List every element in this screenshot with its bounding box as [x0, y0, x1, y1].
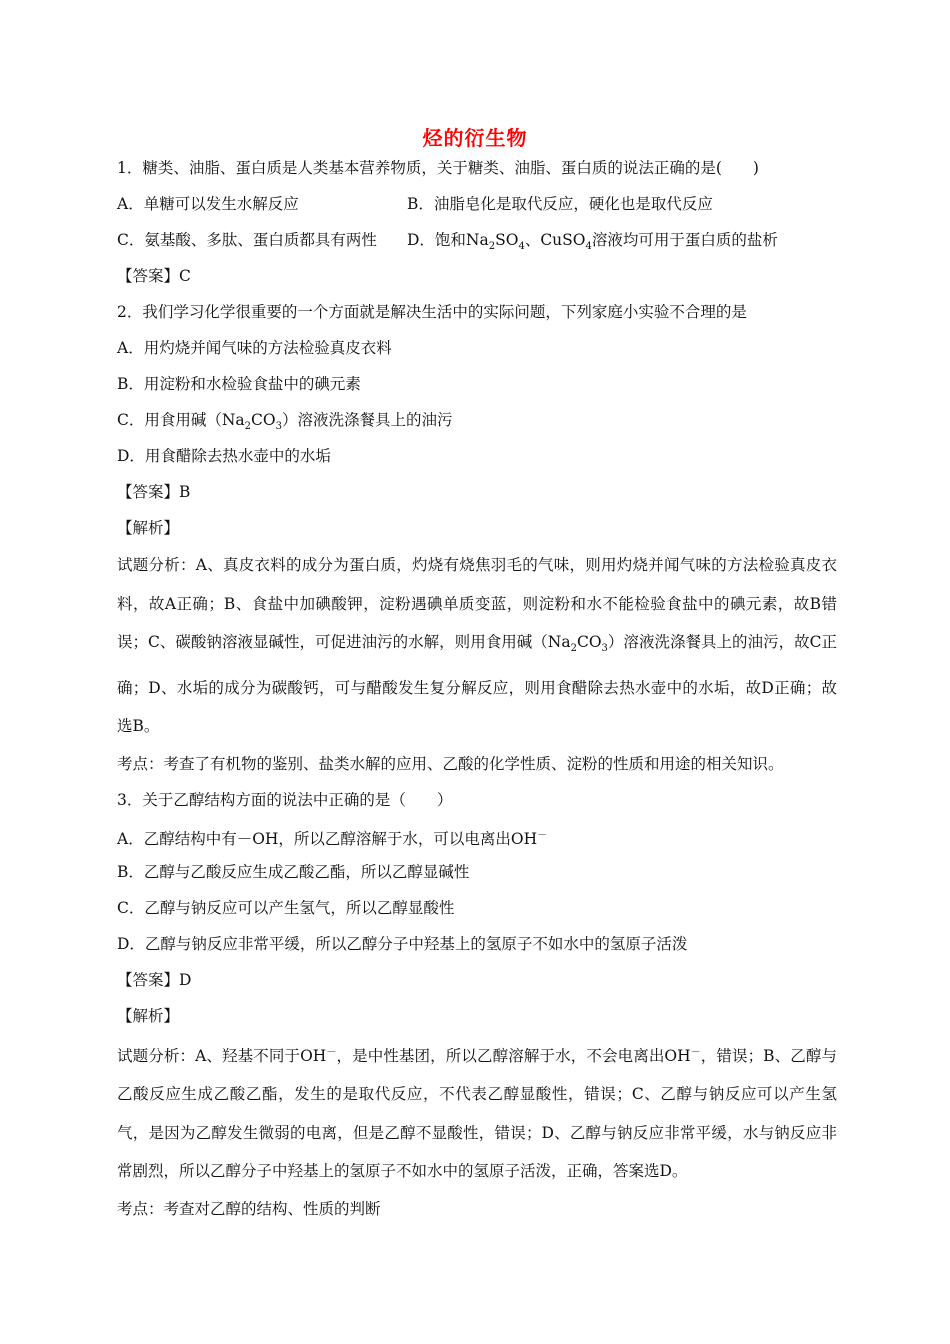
question-3-kaodian: 考点：考查对乙醇的结构、性质的判断 — [117, 1199, 381, 1218]
question-1-option-b: B．油脂皂化是取代反应，硬化也是取代反应 — [407, 195, 713, 213]
question-2-option-b: B．用淀粉和水检验食盐中的碘元素 — [117, 375, 361, 393]
question-1-options-cd — [117, 222, 837, 258]
question-2-analysis: 试题分析：A、真皮衣料的成分为蛋白质，灼烧有烧焦羽毛的气味，则用灼烧并闻气味的方法检验真皮衣料，故A正确；B、食盐中加碘酸钾，淀粉遇碘单质变蓝，则淀粉和水不能检验食盐中的碘元素，故B错误；C、碳酸钠溶液显碱性，可促进油污的水解，则用食用碱$(Na_2CO_3)$溶液洗涤餐具上的油污，故C正确；D、水垢的成分为碳酸钙，可与醋酸发生复分解反应，则用食醋除去热水壶中的水垢，故D正确；故选B。 — [117, 556, 837, 736]
question-3-option-a: A．乙醇结构中有－OH，所以乙醇溶解于水，可以电离出OH－ — [117, 829, 548, 848]
question-2-option-a: A．用灼烧并闻气味的方法检验真皮衣料 — [117, 339, 392, 357]
question-3-analysis-label: 【解析】 — [117, 1006, 180, 1025]
question-2-analysis-label: 【解析】 — [117, 519, 180, 537]
question-2-stem: 2．我们学习化学很重要的一个方面就是解决生活中的实际问题，下列家庭小实验不合理的是 — [117, 303, 747, 321]
question-1-options-ab — [117, 186, 837, 222]
question-3-answer: 【答案】D — [117, 970, 192, 989]
question-3-stem: 3．关于乙醇结构方面的说法中正确的是（ ） — [117, 790, 453, 809]
question-1-stem: 1．糖类、油脂、蛋白质是人类基本营养物质，关于糖类、油脂、蛋白质的说法正确的是( ) — [117, 159, 759, 177]
question-2-kaodian: 考点：考查了有机物的鉴别、盐类水解的应用、乙酸的化学性质、淀粉的性质和用途的相关知识。 — [117, 754, 784, 773]
question-2-option-c: C．用食用碱$(Na_2CO_3)$溶液洗涤餐具上的油污 — [117, 411, 453, 433]
question-1-option-a: A．单糖可以发生水解反应 — [117, 195, 299, 213]
page-title: 烃的衍生物 — [422, 126, 528, 150]
question-3-analysis: 试题分析：A、羟基不同于OH－，是中性基团，所以乙醇溶解于水，不会电离出OH－，错误；B、乙醇与乙酸反应生成乙酸乙酯，发生的是取代反应，不代表乙醇显酸性，错误；C、乙醇与钠反应可以产生氢气，是因为乙醇发生微弱的电离，但是乙醇不显酸性，错误；D、乙醇与钠反应非常平缓，水与钠反应非常剧烈，所以乙醇分子中羟基上的氢原子不如水中的氢原子活泼，正确，答案选D。 — [117, 1046, 837, 1181]
question-3-option-c: C．乙醇与钠反应可以产生氢气，所以乙醇显酸性 — [117, 898, 455, 917]
question-1-option-c: C．氨基酸、多肽、蛋白质都具有两性 — [117, 231, 377, 249]
question-1-option-d: D．饱和$Na_2SO_4$、CuSO$_4$溶液均可用于蛋白质的盐析 — [407, 231, 778, 253]
question-2-answer: 【答案】B — [117, 483, 191, 501]
question-1-answer: 【答案】C — [117, 267, 191, 285]
question-2-option-d: D．用食醋除去热水壶中的水垢 — [117, 447, 331, 465]
question-3-option-d: D．乙醇与钠反应非常平缓，所以乙醇分子中羟基上的氢原子不如水中的氢原子活泼 — [117, 934, 688, 953]
document-body — [117, 150, 837, 1227]
question-3-option-b: B．乙醇与乙酸反应生成乙酸乙酯，所以乙醇显碱性 — [117, 862, 470, 881]
